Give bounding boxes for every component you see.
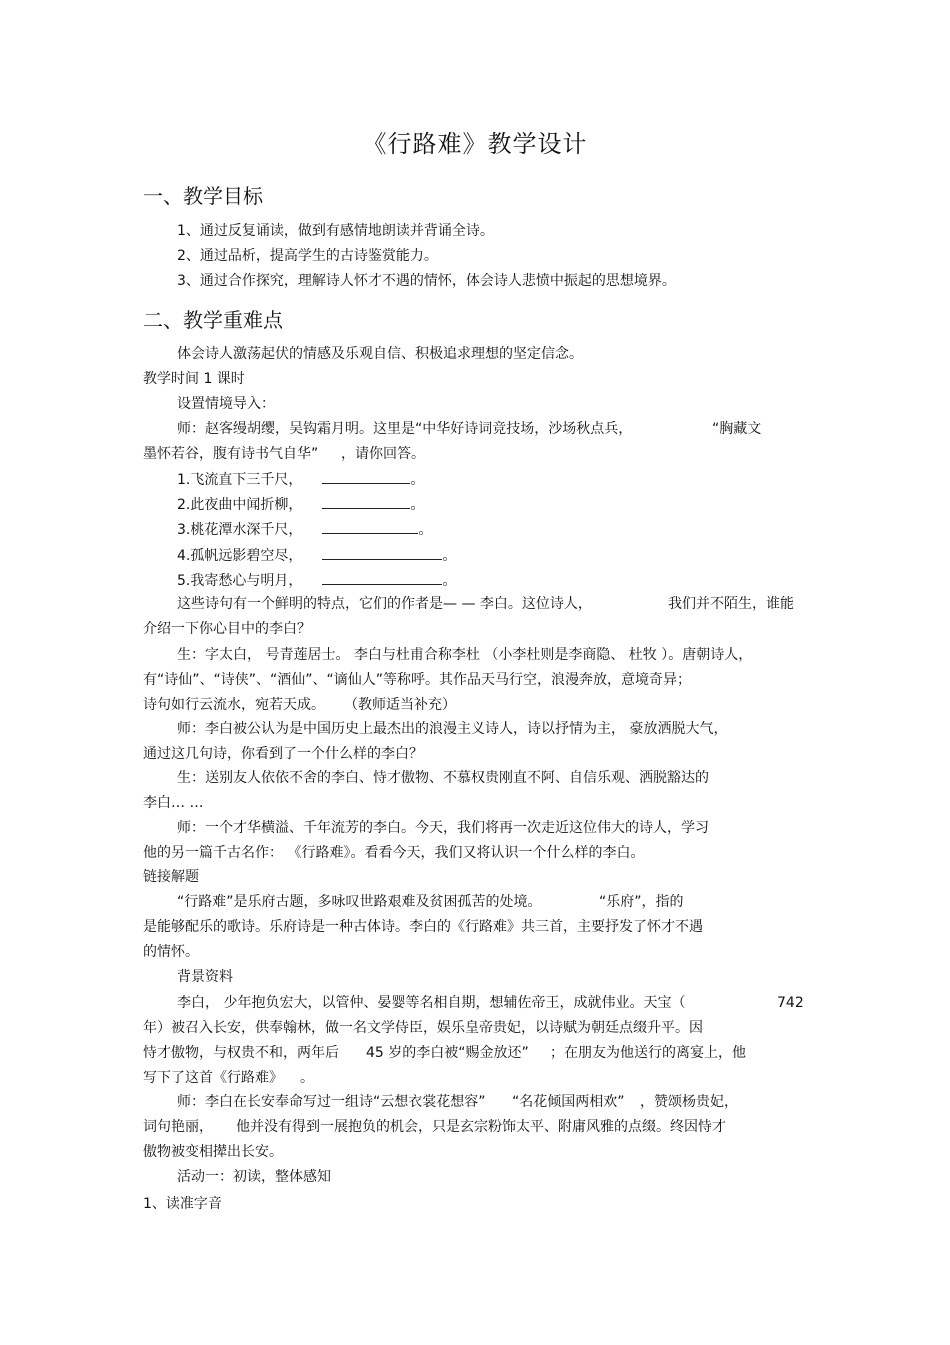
quiz-item (177, 520, 432, 540)
quiz-end: 。 (418, 522, 433, 538)
quiz-end: 。 (442, 548, 457, 564)
section-heading-focus: 二、教学重难点 (143, 308, 283, 332)
quiz-question: 4.孤帆远影碧空尽， (177, 548, 303, 564)
paragraph-line: 通过这几句诗，你看到了一个什么样的李白？ (143, 746, 423, 762)
paragraph-line: 师：一个才华横溢、千年流芳的李白。今天，我们将再一次走近这位伟大的诗人，学习 (177, 820, 709, 836)
goal-item: 3、通过合作探究，理解诗人怀才不遇的情怀，体会诗人悲愤中振起的思想境界。 (177, 273, 676, 289)
paragraph-line: 诗句如行云流水，宛若天成。 (143, 697, 325, 713)
paragraph-line: ，请你回答。 (341, 446, 425, 462)
paragraph-line: 45 岁的李白被“赐金放还” (366, 1045, 529, 1061)
subheading-background: 背景资料 (177, 969, 233, 985)
paragraph-line: 。 (300, 1070, 314, 1086)
quiz-item (177, 546, 456, 566)
answer-blank[interactable] (322, 571, 442, 585)
lesson-time: 教学时间 1 课时 (143, 371, 245, 387)
paragraph-line: 李白， 少年抱负宏大，以管仲、晏婴等名相自期，想辅佐帝王，成就伟业。天宝（ (177, 995, 686, 1011)
step-heading: 1、读准字音 (143, 1196, 222, 1212)
quiz-end: 。 (442, 573, 457, 589)
paragraph-line: 师：李白在长安奉命写过一组诗“云想衣裳花想容” (177, 1094, 486, 1110)
paragraph-line: 是能够配乐的歌诗。乐府诗是一种古体诗。李白的《行路难》共三首，主要抒发了怀才不遇 (143, 919, 703, 935)
paragraph-line: 师：赵客缦胡缨，吴钩霜月明。这里是“中华好诗词竞技场，沙场秋点兵， (177, 421, 633, 437)
paragraph-line: “名花倾国两相欢” (512, 1094, 625, 1110)
answer-blank[interactable] (322, 520, 418, 534)
quiz-question: 5.我寄愁心与明月， (177, 573, 303, 589)
paragraph-line: 傲物被变相撵出长安。 (143, 1144, 283, 1160)
quiz-question: 3.桃花潭水深千尺， (177, 522, 303, 538)
paragraph-line: 词句艳丽， (143, 1119, 213, 1135)
quiz-item (177, 495, 424, 515)
paragraph-line: 墨怀若谷，腹有诗书气自华” (143, 446, 319, 462)
paragraph-line: 生：字太白， 号青莲居士。 李白与杜甫合称李杜 （小李杜则是李商隐、 杜牧 ）。唐朝诗人， (177, 647, 753, 663)
quiz-question: 1.飞流直下三千尺， (177, 472, 303, 488)
paragraph-line: 恃才傲物，与权贵不和，两年后 (143, 1045, 339, 1061)
section-heading-goals: 一、教学目标 (143, 184, 263, 208)
answer-blank[interactable] (322, 495, 410, 509)
paragraph-line: “行路难”是乐府古题，多咏叹世路艰难及贫困孤苦的处境。 (177, 894, 542, 910)
goal-item: 2、通过品析，提高学生的古诗鉴赏能力。 (177, 248, 438, 264)
paragraph-line: “胸藏文 (712, 421, 762, 437)
activity-heading: 活动一：初读，整体感知 (177, 1169, 331, 1185)
paragraph-line: ，赞颂杨贵妃， (640, 1094, 738, 1110)
intro-label: 设置情境导入： (177, 396, 275, 412)
quiz-item (177, 571, 456, 591)
paragraph-line: “乐府”，指的 (599, 894, 684, 910)
paragraph-line: ；在朋友为他送行的离宴上，他 (550, 1045, 746, 1061)
focus-text: 体会诗人激荡起伏的情感及乐观自信、积极追求理想的坚定信念。 (177, 346, 583, 362)
paragraph-line: 他的另一篇千古名作： 《行路难》。看看今天，我们又将认识一个什么样的李白。 (143, 845, 645, 861)
paragraph-line: （教师适当补充） (344, 697, 456, 713)
answer-blank[interactable] (322, 470, 410, 484)
quiz-item (177, 470, 424, 490)
quiz-end: 。 (410, 472, 425, 488)
quiz-end: 。 (410, 497, 425, 513)
paragraph-line: 年）被召入长安，供奉翰林，做一名文学侍臣，娱乐皇帝贵妃，以诗赋为朝廷点缀升平。因 (143, 1020, 703, 1036)
paragraph-line: 742 (777, 995, 804, 1011)
paragraph-line: 师：李白被公认为是中国历史上最杰出的浪漫主义诗人，诗以抒情为主， 豪放洒脱大气， (177, 721, 728, 737)
quiz-question: 2.此夜曲中闻折柳， (177, 497, 303, 513)
paragraph-line: 有“诗仙”、“诗侠”、“酒仙”、“谪仙人”等称呼。其作品天马行空，浪漫奔放，意境奇异； (143, 672, 692, 688)
paragraph-line: 介绍一下你心目中的李白？ (143, 621, 311, 637)
goal-item: 1、通过反复诵读，做到有感情地朗读并背诵全诗。 (177, 223, 494, 239)
paragraph-line: 他并没有得到一展抱负的机会，只是玄宗粉饰太平、附庸风雅的点缀。终因恃才 (236, 1119, 726, 1135)
paragraph-line: 写下了这首《行路难》 (143, 1070, 283, 1086)
answer-blank[interactable] (322, 546, 442, 560)
document-title: 《行路难》教学设计 (362, 130, 588, 158)
paragraph-line: 我们并不陌生，谁能 (668, 596, 794, 612)
subheading-jieti: 链接解题 (143, 869, 199, 885)
paragraph-line: 生：送别友人依依不舍的李白、恃才傲物、不慕权贵刚直不阿、自信乐观、洒脱豁达的 (177, 770, 709, 786)
paragraph-line: 李白… … (143, 795, 204, 811)
paragraph-line: 的情怀。 (143, 944, 199, 960)
paragraph-line: 这些诗句有一个鲜明的特点，它们的作者是— — 李白。这位诗人， (177, 596, 592, 612)
